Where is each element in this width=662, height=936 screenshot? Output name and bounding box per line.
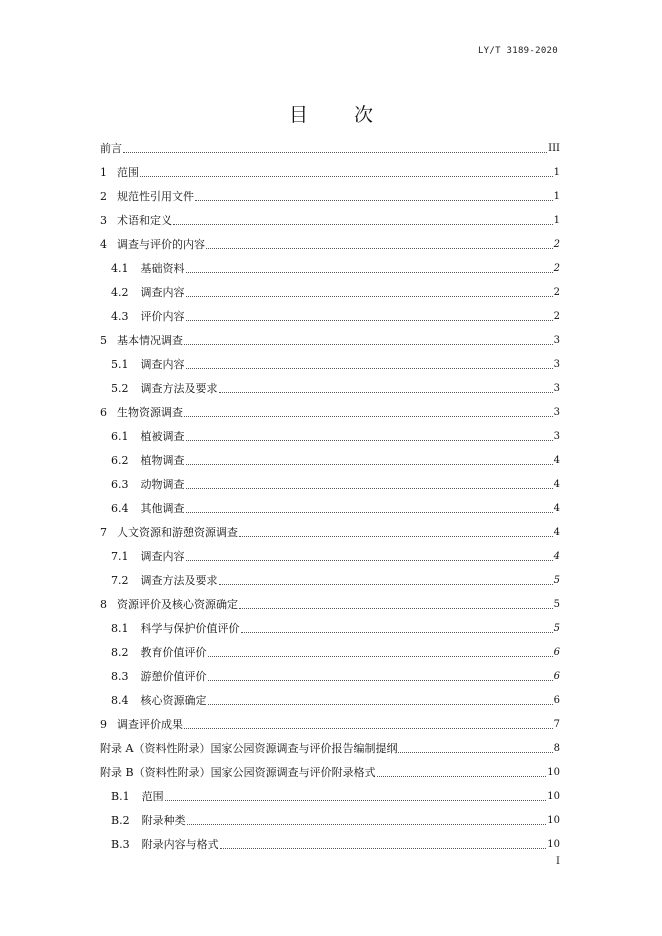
- toc-dot-leader: [186, 319, 553, 321]
- toc-entry[interactable]: [100, 809, 560, 833]
- toc-entry-number: 4.1: [111, 262, 129, 275]
- toc-dot-leader: [186, 559, 553, 561]
- toc-entry[interactable]: [100, 377, 560, 401]
- toc-entry-label: 核心资源确定: [140, 694, 207, 707]
- toc-entry-label: 调查方法及要求: [140, 574, 218, 587]
- toc-entry-number: 5.1: [111, 358, 129, 371]
- toc-entry-label: 调查评价成果: [117, 718, 183, 731]
- toc-entry-label: 其他调查: [140, 502, 185, 515]
- standard-code: LY/T 3189-2020: [477, 46, 558, 56]
- toc-dot-leader: [184, 415, 553, 417]
- toc-dot-leader: [165, 799, 547, 801]
- toc-entry[interactable]: [100, 497, 560, 521]
- toc-entry-page: 10: [547, 839, 560, 850]
- toc-entry-page: 1: [553, 215, 560, 226]
- toc-entry-label: 术语和定义: [117, 214, 172, 227]
- toc-entry-number: 2: [100, 190, 107, 203]
- toc-entry-number: 8.3: [111, 670, 129, 683]
- toc-entry[interactable]: [100, 137, 560, 161]
- toc-entry[interactable]: [100, 401, 560, 425]
- toc-entry-number: 6.2: [111, 454, 129, 467]
- toc-entry[interactable]: [100, 257, 560, 281]
- toc-entry-label: 基础资料: [140, 262, 185, 275]
- toc-entry[interactable]: [100, 425, 560, 449]
- toc-entry-label: 规范性引用文件: [117, 190, 194, 203]
- toc-entry-label: 调查方法及要求: [140, 382, 218, 395]
- toc-entry-label: 附录内容与格式: [141, 838, 219, 851]
- toc-entry-page: 6: [553, 695, 560, 706]
- toc-dot-leader: [184, 727, 553, 729]
- toc-dot-leader: [186, 463, 553, 465]
- toc-entry[interactable]: [100, 185, 560, 209]
- toc-entry-page: 10: [547, 767, 560, 778]
- toc-entry-page: 3: [553, 383, 560, 394]
- toc-entry-page: 1: [553, 191, 560, 202]
- toc-entry-label: 调查与评价的内容: [117, 238, 205, 251]
- toc-entry-label: 植被调查: [140, 430, 185, 443]
- toc-entry-number: 8.4: [111, 694, 129, 707]
- toc-entry-number: B.2: [111, 814, 130, 827]
- toc-entry-page: 6: [553, 647, 560, 658]
- toc-entry-page: 2: [553, 239, 560, 250]
- toc-entry[interactable]: [100, 713, 560, 737]
- toc-entry[interactable]: [100, 569, 560, 593]
- toc-entry-page: III: [548, 143, 560, 154]
- toc-entry-page: 10: [547, 815, 560, 826]
- toc-dot-leader: [123, 151, 547, 153]
- toc-entry-number: B.3: [111, 838, 130, 851]
- toc-entry-page: 5: [553, 599, 560, 610]
- toc-entry[interactable]: [100, 833, 560, 857]
- toc-dot-leader: [208, 655, 553, 657]
- toc-entry-number: B.1: [111, 790, 130, 803]
- toc-entry-number: 4.2: [111, 286, 129, 299]
- toc-entry-label: 调查内容: [140, 286, 185, 299]
- toc-entry-label: 范围: [117, 166, 139, 179]
- toc-entry[interactable]: [100, 233, 560, 257]
- toc-entry[interactable]: [100, 737, 560, 761]
- toc-entry-label: 动物调查: [140, 478, 185, 491]
- toc-entry-page: 4: [553, 503, 560, 514]
- toc-entry-page: 2: [553, 263, 560, 274]
- toc-entry[interactable]: [100, 161, 560, 185]
- toc-entry-number: 1: [100, 166, 107, 179]
- toc-entry-number: 6: [100, 406, 107, 419]
- toc-entry-page: 4: [553, 479, 560, 490]
- toc-entry-label: 基本情况调查: [117, 334, 183, 347]
- toc-entry-label: 评价内容: [140, 310, 185, 323]
- toc-entry-label: 附录 A（资料性附录）国家公园资源调查与评价报告编制提纲: [100, 742, 398, 755]
- toc-entry-number: 6.1: [111, 430, 129, 443]
- toc-entry[interactable]: [100, 209, 560, 233]
- toc-dot-leader: [186, 439, 553, 441]
- toc-entry-number: 4.3: [111, 310, 129, 323]
- toc-entry-number: 5: [100, 334, 107, 347]
- toc-dot-leader: [219, 391, 553, 393]
- toc-entry-page: 2: [553, 311, 560, 322]
- toc-dot-leader: [377, 775, 547, 777]
- toc-dot-leader: [140, 175, 553, 177]
- page-title: 目 次: [288, 104, 394, 126]
- toc-entry-number: 8.1: [111, 622, 129, 635]
- toc-entry-number: 7: [100, 526, 107, 539]
- toc-entry-label: 附录 B（资料性附录）国家公园资源调查与评价附录格式: [100, 766, 376, 779]
- toc-entry-page: 3: [553, 335, 560, 346]
- toc-dot-leader: [173, 223, 553, 225]
- toc-entry-number: 7.1: [111, 550, 129, 563]
- toc-dot-leader: [187, 823, 547, 825]
- toc-entry-page: 3: [553, 407, 560, 418]
- toc-entry[interactable]: [100, 689, 560, 713]
- toc-entry[interactable]: [100, 281, 560, 305]
- toc-entry-number: 8.2: [111, 646, 129, 659]
- toc-entry-label: 教育价值评价: [140, 646, 207, 659]
- toc-entry-label: 生物资源调查: [117, 406, 183, 419]
- toc-entry[interactable]: [100, 593, 560, 617]
- toc-entry-page: 6: [553, 671, 560, 682]
- toc-entry[interactable]: [100, 521, 560, 545]
- toc-entry[interactable]: [100, 305, 560, 329]
- toc-entry[interactable]: [100, 641, 560, 665]
- toc-entry-page: 4: [553, 527, 560, 538]
- table-of-contents: [100, 137, 560, 857]
- toc-entry-label: 游憩价值评价: [140, 670, 207, 683]
- toc-entry-page: 8: [553, 743, 560, 754]
- toc-entry-label: 科学与保护价值评价: [140, 622, 240, 635]
- toc-dot-leader: [206, 247, 553, 249]
- toc-entry-label: 人文资源和游憩资源调查: [117, 526, 238, 539]
- toc-entry[interactable]: [100, 545, 560, 569]
- toc-entry-number: 9: [100, 718, 107, 731]
- toc-entry-label: 调查内容: [140, 550, 185, 563]
- toc-dot-leader: [186, 295, 553, 297]
- toc-entry-page: 4: [553, 455, 560, 466]
- toc-dot-leader: [186, 367, 553, 369]
- toc-entry-page: 3: [553, 431, 560, 442]
- toc-entry-number: 6.3: [111, 478, 129, 491]
- toc-entry-number: 5.2: [111, 382, 129, 395]
- toc-entry-page: 2: [553, 287, 560, 298]
- toc-entry[interactable]: [100, 329, 560, 353]
- toc-entry-page: 10: [547, 791, 560, 802]
- toc-dot-leader: [186, 511, 553, 513]
- toc-entry-number: 4: [100, 238, 107, 251]
- toc-dot-leader: [239, 607, 553, 609]
- toc-entry-label: 附录种类: [141, 814, 186, 827]
- toc-dot-leader: [398, 751, 552, 753]
- toc-entry-label: 资源评价及核心资源确定: [117, 598, 238, 611]
- toc-dot-leader: [241, 631, 553, 633]
- toc-entry[interactable]: [100, 473, 560, 497]
- toc-dot-leader: [208, 679, 553, 681]
- toc-entry-page: 3: [553, 359, 560, 370]
- toc-entry-label: 调查内容: [140, 358, 185, 371]
- toc-entry[interactable]: [100, 665, 560, 689]
- toc-entry-label: 前言: [100, 142, 122, 155]
- toc-entry[interactable]: [100, 617, 560, 641]
- toc-entry[interactable]: [100, 761, 560, 785]
- toc-entry-page: 4: [553, 551, 560, 562]
- toc-entry[interactable]: [100, 785, 560, 809]
- toc-entry-label: 范围: [141, 790, 164, 803]
- toc-dot-leader: [186, 487, 553, 489]
- toc-dot-leader: [186, 271, 553, 273]
- toc-entry-label: 植物调查: [140, 454, 185, 467]
- page-number: I: [556, 856, 560, 867]
- toc-entry-number: 7.2: [111, 574, 129, 587]
- toc-entry-page: 5: [553, 575, 560, 586]
- toc-entry-number: 6.4: [111, 502, 129, 515]
- toc-dot-leader: [219, 583, 553, 585]
- toc-dot-leader: [208, 703, 553, 705]
- toc-entry[interactable]: [100, 353, 560, 377]
- toc-entry[interactable]: [100, 449, 560, 473]
- toc-dot-leader: [220, 847, 547, 849]
- toc-dot-leader: [195, 199, 553, 201]
- toc-entry-page: 1: [553, 167, 560, 178]
- toc-entry-number: 3: [100, 214, 107, 227]
- toc-entry-page: 7: [553, 719, 560, 730]
- toc-dot-leader: [239, 535, 553, 537]
- toc-entry-page: 5: [553, 623, 560, 634]
- toc-dot-leader: [184, 343, 553, 345]
- toc-entry-number: 8: [100, 598, 107, 611]
